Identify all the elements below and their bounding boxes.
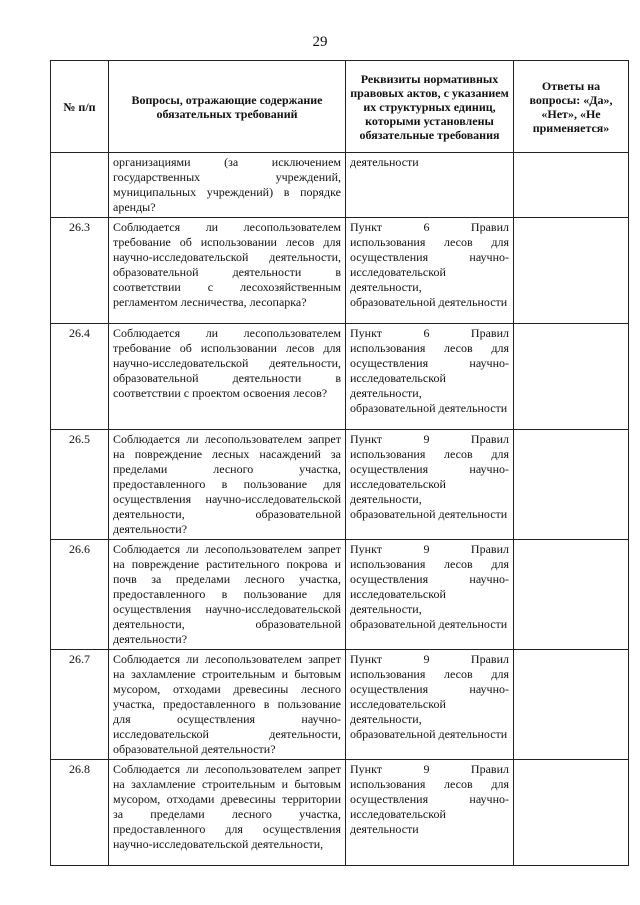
header-num: № п/п [51,61,109,153]
requirements-table [50,60,629,866]
table-row [51,760,629,866]
header-question: Вопросы, отражающие содержание обязательных требований [109,61,346,153]
row-answer [514,650,629,760]
row-question: Соблюдается ли лесопользователем требование об использовании лесов для научно-исследовательской деятельности, образовательной деятельности в соответствии с лесохозяйственным регламентом лесничества, лесопарка? [109,218,346,324]
row-answer [514,218,629,324]
row-question: Соблюдается ли лесопользователем запрет на повреждение растительного покрова и почв за пределами лесного участка, предоставленного в пользование для осуществления научно-исследовательской деятельности, образовательной деятельности? [109,540,346,650]
page-number: 29 [312,34,328,50]
row-question: Соблюдается ли лесопользователем запрет на захламление строительным и бытовым мусором, отходами древесины территории за пределами лесного участка, предоставленного для осуществления научно-исследовательской деятельности, [109,760,346,866]
table-row-continuation [51,153,629,218]
row-question: Соблюдается ли лесопользователем требование об использовании лесов для научно-исследовательской деятельности, образовательной деятельности в соответствии с проектом освоения лесов? [109,324,346,430]
table-row [51,218,629,324]
row-num: 26.6 [51,540,109,650]
header-answers: Ответы на вопросы: «Да», «Нет», «Не применяется» [514,61,629,153]
table-row [51,650,629,760]
row-question: организациями (за исключением государственных учреждений, муниципальных учреждений) в порядке аренды? [109,153,346,218]
table-header-row [51,61,629,153]
row-requisites: деятельности [346,153,514,218]
row-question: Соблюдается ли лесопользователем запрет на повреждение лесных насаждений за пределами лесного участка, предоставленного в пользование для осуществления научно-исследовательской деятельности, образовательной деятельности? [109,430,346,540]
row-requisites: Пункт 9 Правил использования лесов для осуществления научно-исследовательской деятельности, образовательной деятельности [346,430,514,540]
row-answer [514,430,629,540]
row-num [51,153,109,218]
row-answer [514,153,629,218]
table-row [51,324,629,430]
row-answer [514,760,629,866]
row-answer [514,540,629,650]
row-requisites: Пункт 6 Правил использования лесов для осуществления научно-исследовательской деятельности, образовательной деятельности [346,324,514,430]
row-num: 26.3 [51,218,109,324]
row-num: 26.7 [51,650,109,760]
row-num: 26.4 [51,324,109,430]
row-requisites: Пункт 9 Правил использования лесов для осуществления научно-исследовательской деятельности, образовательной деятельности [346,540,514,650]
table-row [51,540,629,650]
row-requisites: Пункт 9 Правил использования лесов для осуществления научно-исследовательской деятельности [346,760,514,866]
row-num: 26.5 [51,430,109,540]
row-num: 26.8 [51,760,109,866]
row-requisites: Пункт 6 Правил использования лесов для осуществления научно-исследовательской деятельности, образовательной деятельности [346,218,514,324]
row-answer [514,324,629,430]
table-row [51,430,629,540]
row-requisites: Пункт 9 Правил использования лесов для осуществления научно-исследовательской деятельности, образовательной деятельности [346,650,514,760]
row-question: Соблюдается ли лесопользователем запрет на захламление строительным и бытовым мусором, отходами древесины лесного участка, предоставленного в пользование для осуществления научно-исследовательской деятельности, образовательной деятельности? [109,650,346,760]
header-requisites: Реквизиты нормативных правовых актов, с указанием их структурных единиц, которыми установлены обязательные требования [346,61,514,153]
